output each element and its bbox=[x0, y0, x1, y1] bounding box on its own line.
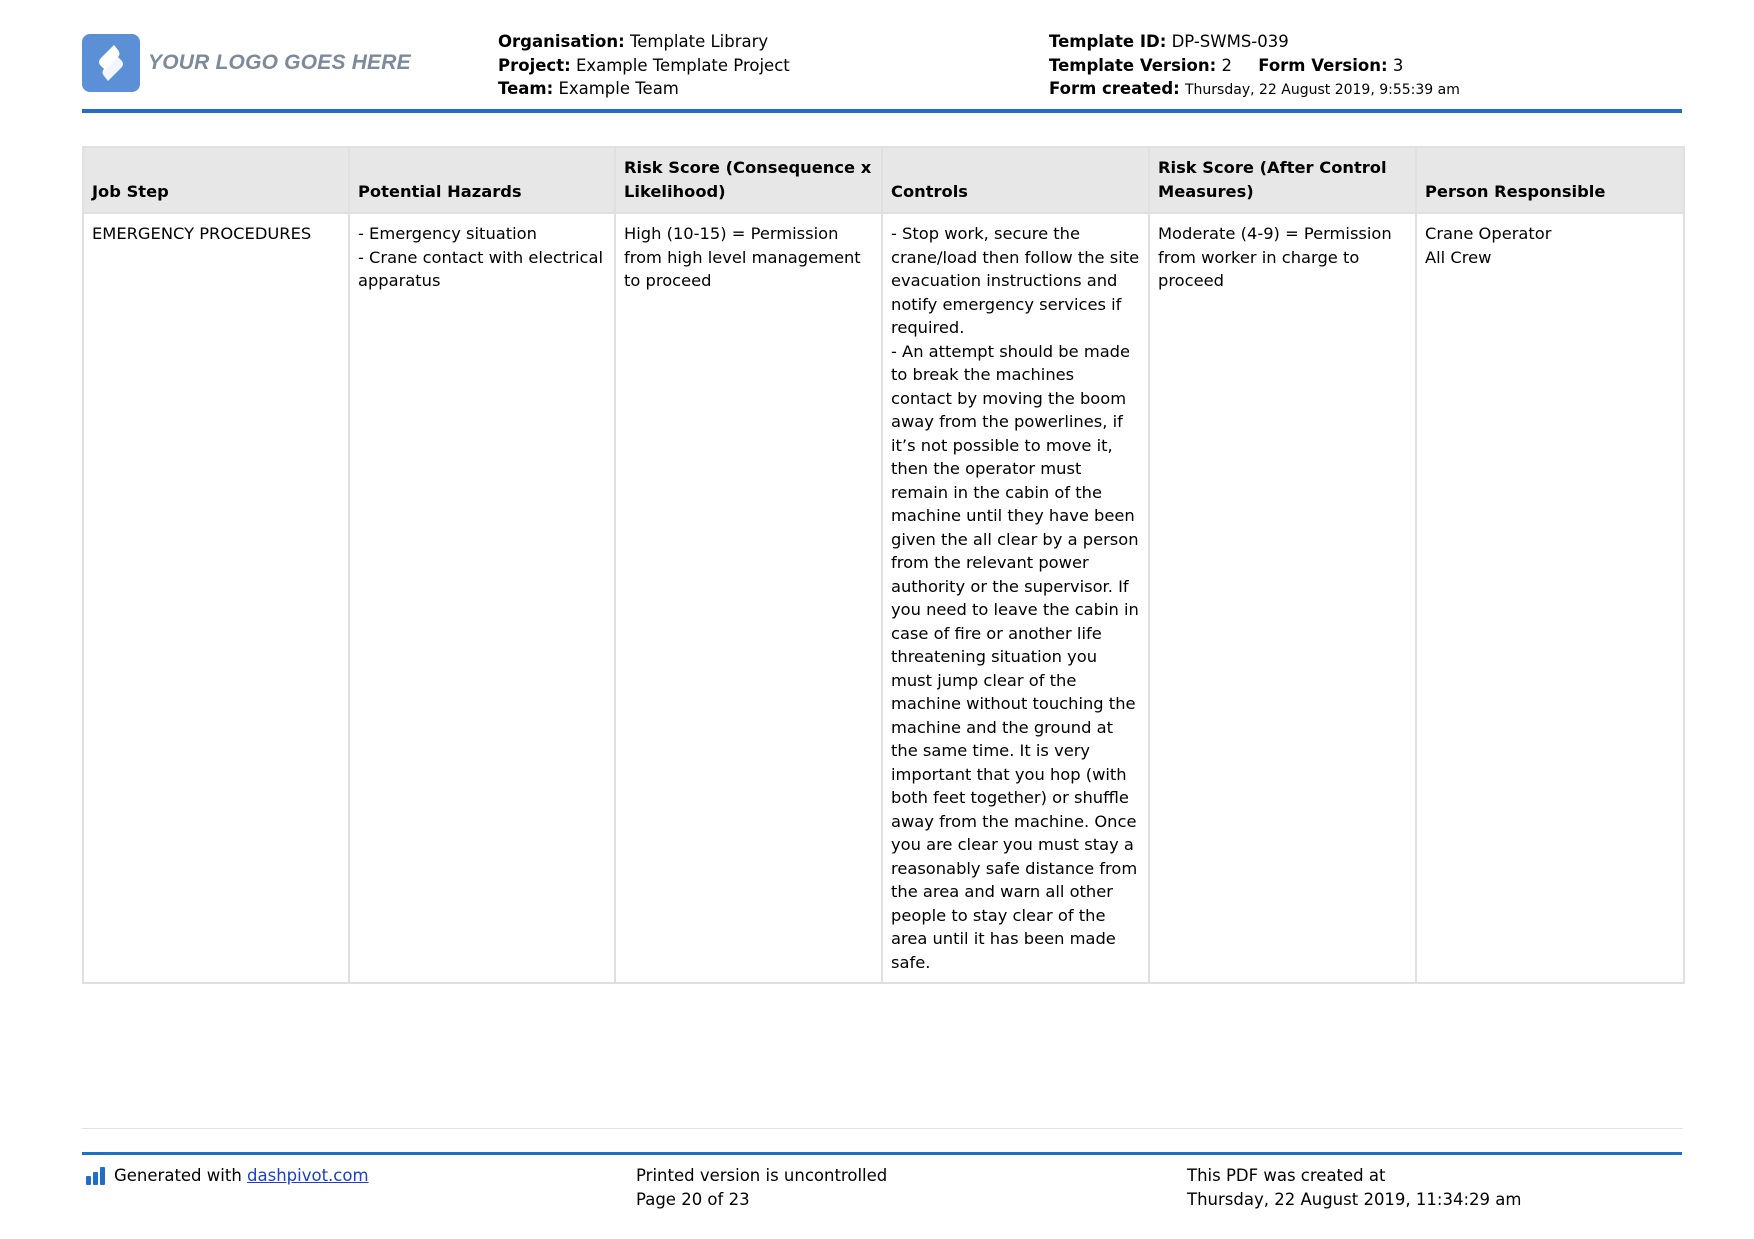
control-item: - Stop work, secure the crane/load then follow the site evacuation instructions and notify emergency services if required. bbox=[891, 224, 1140, 337]
footer-divider bbox=[82, 1152, 1682, 1155]
column-header-controls: Controls bbox=[882, 147, 1149, 213]
control-item: - An attempt should be made to break the machines contact by moving the boom away from the powerlines, if it’s not possible to move it, then the operator must remain in the cabin of the machine until they have been given the all clear by a person from the relevant power authority or the supervisor. If you need to leave the cabin in case of fire or another life threatening situation you must jump clear of the machine without touching the machine and the ground at the same time. It is very important that you hop (with both feet together) or shuffle away from the machine. Once you are clear you must stay a reasonably safe distance from the area and warn all other people to stay clear of the area until it has been made safe. bbox=[891, 341, 1139, 972]
template-id-value: DP-SWMS-039 bbox=[1171, 32, 1289, 51]
generated-text: Generated with bbox=[114, 1166, 248, 1185]
organisation-value: Template Library bbox=[629, 32, 769, 51]
template-version-label: Template Version: bbox=[1049, 55, 1217, 75]
hazard-item: - Emergency situation bbox=[358, 224, 537, 243]
footer-print-info bbox=[636, 1164, 887, 1211]
project-value: Example Template Project bbox=[575, 55, 790, 75]
cell-person-responsible bbox=[1416, 213, 1684, 983]
logo-text: YOUR LOGO GOES HERE bbox=[148, 51, 411, 74]
column-header-risk-score: Risk Score (Consequence x Likelihood) bbox=[615, 147, 882, 213]
form-version-value: 3 bbox=[1392, 55, 1404, 75]
logo bbox=[82, 34, 411, 92]
logo-icon bbox=[82, 34, 140, 92]
person-item: All Crew bbox=[1425, 247, 1492, 267]
header-meta-left bbox=[498, 30, 790, 101]
column-header-job-step: Job Step bbox=[83, 147, 349, 213]
swms-table bbox=[82, 146, 1685, 984]
cell-job-step: EMERGENCY PROCEDURES bbox=[83, 213, 349, 983]
table-row bbox=[83, 213, 1684, 983]
form-version-label: Form Version: bbox=[1258, 55, 1388, 75]
cell-risk-score: High (10-15) = Permission from high level management to proceed bbox=[615, 213, 882, 983]
table-header-row bbox=[83, 147, 1684, 213]
column-header-person-responsible: Person Responsible bbox=[1416, 147, 1684, 213]
cell-risk-score-after: Moderate (4-9) = Permission from worker in charge to proceed bbox=[1149, 213, 1416, 983]
header-meta-right bbox=[1049, 30, 1460, 103]
uncontrolled-notice: Printed version is uncontrolled bbox=[636, 1166, 888, 1185]
cell-potential-hazards bbox=[349, 213, 615, 983]
footer-thin-divider bbox=[82, 1128, 1683, 1129]
pdf-created-label: This PDF was created at bbox=[1187, 1166, 1386, 1185]
dashpivot-link[interactable]: dashpivot.com bbox=[247, 1166, 369, 1185]
footer-pdf-created bbox=[1187, 1164, 1521, 1211]
page-number: Page 20 of 23 bbox=[636, 1189, 750, 1209]
form-created-value: Thursday, 22 August 2019, 9:55:39 am bbox=[1185, 82, 1460, 98]
team-label: Team: bbox=[498, 79, 554, 98]
person-item: Crane Operator bbox=[1425, 224, 1552, 243]
organisation-label: Organisation: bbox=[498, 32, 625, 51]
cell-controls bbox=[882, 213, 1149, 983]
dashpivot-icon bbox=[86, 1167, 105, 1185]
page-header bbox=[82, 30, 1682, 110]
template-version-value: 2 bbox=[1221, 55, 1232, 75]
template-id-label: Template ID: bbox=[1049, 32, 1167, 51]
project-label: Project: bbox=[498, 55, 571, 75]
footer-generated bbox=[86, 1164, 369, 1188]
column-header-risk-score-after: Risk Score (After Control Measures) bbox=[1149, 147, 1416, 213]
form-created-label: Form created: bbox=[1049, 79, 1180, 98]
team-value: Example Team bbox=[558, 79, 679, 98]
header-divider bbox=[82, 109, 1682, 113]
pdf-created-value: Thursday, 22 August 2019, 11:34:29 am bbox=[1187, 1189, 1522, 1209]
hazard-item: - Crane contact with electrical apparatus bbox=[358, 247, 603, 290]
column-header-potential-hazards: Potential Hazards bbox=[349, 147, 615, 213]
